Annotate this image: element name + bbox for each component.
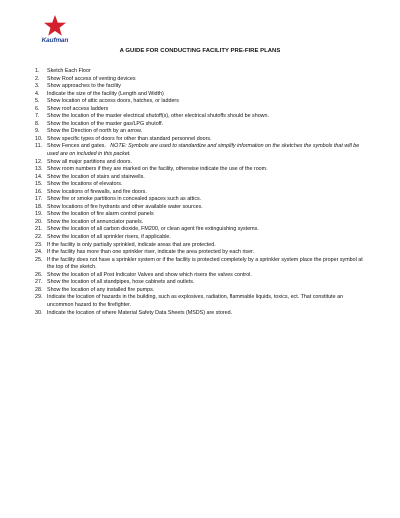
list-item-text: Show the location of any installed fire pumps. — [47, 286, 155, 293]
list-item — [35, 91, 365, 99]
star-logo-icon — [40, 14, 70, 38]
list-item-number: 9. — [35, 128, 40, 135]
list-item-number: 27. — [35, 279, 43, 286]
list-item-text: Show the location of all Post Indicator Valves and show which risers the valves control. — [47, 271, 252, 278]
list-item-number: 12. — [35, 158, 43, 165]
list-item-text: Show the Direction of north by an arrow. — [47, 128, 143, 135]
list-item-number: 1. — [35, 68, 40, 74]
list-item-number: 7. — [35, 113, 40, 120]
list-item-text: Show the locations of elevators. — [47, 181, 123, 188]
list-item-text: If the facility is only partially sprinkled, indicate areas that are protected. — [47, 241, 216, 248]
list-item-number: 13. — [35, 166, 43, 173]
list-item — [35, 257, 365, 272]
list-item — [35, 211, 365, 219]
list-item-text: Show the location of the master electrical shutoff(s), other electrical shutoffs should be shown. — [47, 113, 269, 120]
list-item — [35, 287, 365, 295]
list-item-text: Show locations of firewalls, and fire doors. — [47, 188, 147, 195]
list-item-number: 22. — [35, 234, 43, 241]
list-item-text: If the facility does not have a sprinkler system or if the facility is protected completely by a sprinkler system place the proper symbol at the top of the sketch. — [47, 256, 363, 271]
list-item-number: 21. — [35, 226, 43, 233]
list-item-text: Show the location of all standpipes, hose cabinets and outlets. — [47, 279, 195, 286]
list-item — [35, 189, 365, 197]
list-item — [35, 294, 365, 309]
list-item-number: 24. — [35, 249, 43, 256]
list-item — [35, 242, 365, 250]
document-title: A GUIDE FOR CONDUCTING FACILITY PRE-FIRE PLANS — [119, 48, 281, 54]
list-item — [35, 159, 365, 167]
list-item-text: Indicate the size of the facility (Length and Width) — [47, 90, 164, 97]
guide-list — [35, 68, 365, 317]
list-item — [35, 181, 365, 189]
list-item-text: Show the location of stairs and stairwells. — [47, 173, 145, 180]
list-item — [35, 76, 365, 84]
list-item-number: 3. — [35, 83, 40, 90]
list-item-number: 25. — [35, 256, 43, 263]
kaufman-logo — [40, 14, 70, 50]
list-item — [35, 68, 365, 76]
list-item-text: Indicate the location of hazards in the building, such as explosives, radiation, flammable liquids, toxics, ect. That constitute an uncommon hazard to the firefighter. — [47, 294, 344, 308]
list-item-text: Show all major partitions and doors. — [47, 158, 132, 165]
list-item-text: Show fire or smoke partitions in concealed spaces such as attics. — [47, 196, 202, 203]
list-item-number: 14. — [35, 173, 43, 180]
list-item-text: Show the location of all sprinkler risers, if applicable. — [47, 234, 171, 241]
list-item-number: 23. — [35, 241, 43, 248]
list-item-text: Indicate the location of where Material Safety Data Sheets (MSDS) are stored. — [47, 309, 233, 316]
list-item-number: 17. — [35, 196, 43, 203]
list-item — [35, 234, 365, 242]
list-item-text: Show the location of annunciator panels. — [47, 218, 144, 225]
list-item — [35, 204, 365, 212]
logo-text: Kaufman — [41, 37, 69, 44]
list-item-number: 29. — [35, 294, 43, 301]
list-item-text: Show the location of all carbon dioxide, FM200, or clean agent fire extinguishing systems. — [47, 226, 259, 233]
list-item-text: Show specific types of doors for other than standard personnel doors. — [47, 135, 212, 142]
list-item-number: 19. — [35, 211, 43, 218]
list-item-number: 4. — [35, 90, 40, 97]
list-item-number: 18. — [35, 203, 43, 210]
list-item-text: Show approaches to the facility — [47, 83, 121, 90]
list-item — [35, 219, 365, 227]
list-item-number: 20. — [35, 218, 43, 225]
list-item-number: 28. — [35, 286, 43, 293]
list-item — [35, 166, 365, 174]
list-item-number: 26. — [35, 271, 43, 278]
list-item-number: 11. — [35, 143, 43, 150]
list-item-number: 16. — [35, 188, 43, 195]
list-item — [35, 128, 365, 136]
list-item-number: 10. — [35, 135, 43, 142]
list-item-number: 2. — [35, 75, 40, 82]
list-item — [35, 272, 365, 280]
list-item-text: If the facility has more than one sprinkler riser, indicate the area protected by each riser. — [47, 249, 255, 256]
list-item — [35, 121, 365, 129]
list-item-note: NOTE: Symbols are used to standardize and simplify information on the sketches the symbols that will be used are on included in this packet. — [47, 143, 360, 158]
list-item-text: Show location of attic access doors, hatches, or ladders — [47, 98, 179, 105]
list-item — [35, 226, 365, 234]
list-item — [35, 249, 365, 257]
list-item-number: 5. — [35, 98, 40, 105]
list-item-text: Show roof access ladders — [47, 105, 109, 112]
list-item-number: 30. — [35, 309, 43, 316]
list-item-text: Show locations of fire hydrants and other available water sources. — [47, 203, 203, 210]
list-item — [35, 174, 365, 182]
list-item-text: Show the location of fire alarm control panels — [47, 211, 154, 218]
list-item — [35, 136, 365, 144]
list-item — [35, 98, 365, 106]
list-item — [35, 196, 365, 204]
list-item — [35, 113, 365, 121]
list-item — [35, 279, 365, 287]
list-item-text: Show room numbers if they are marked on the facility, otherwise indicate the use of the room. — [47, 166, 268, 173]
list-item — [35, 310, 365, 318]
list-item-number: 8. — [35, 120, 40, 127]
list-item-number: 15. — [35, 181, 43, 188]
list-item-text: Sketch Each Floor — [47, 68, 91, 74]
list-item-text: Show the location of the master gas/LPG shutoff. — [47, 120, 164, 127]
list-item — [35, 83, 365, 91]
list-item-number: 6. — [35, 105, 40, 112]
list-item-text: Show Roof access of venting devices — [47, 75, 136, 82]
list-item — [35, 143, 365, 158]
list-item — [35, 106, 365, 114]
list-item-text: Show Fences and gates. — [47, 143, 106, 150]
